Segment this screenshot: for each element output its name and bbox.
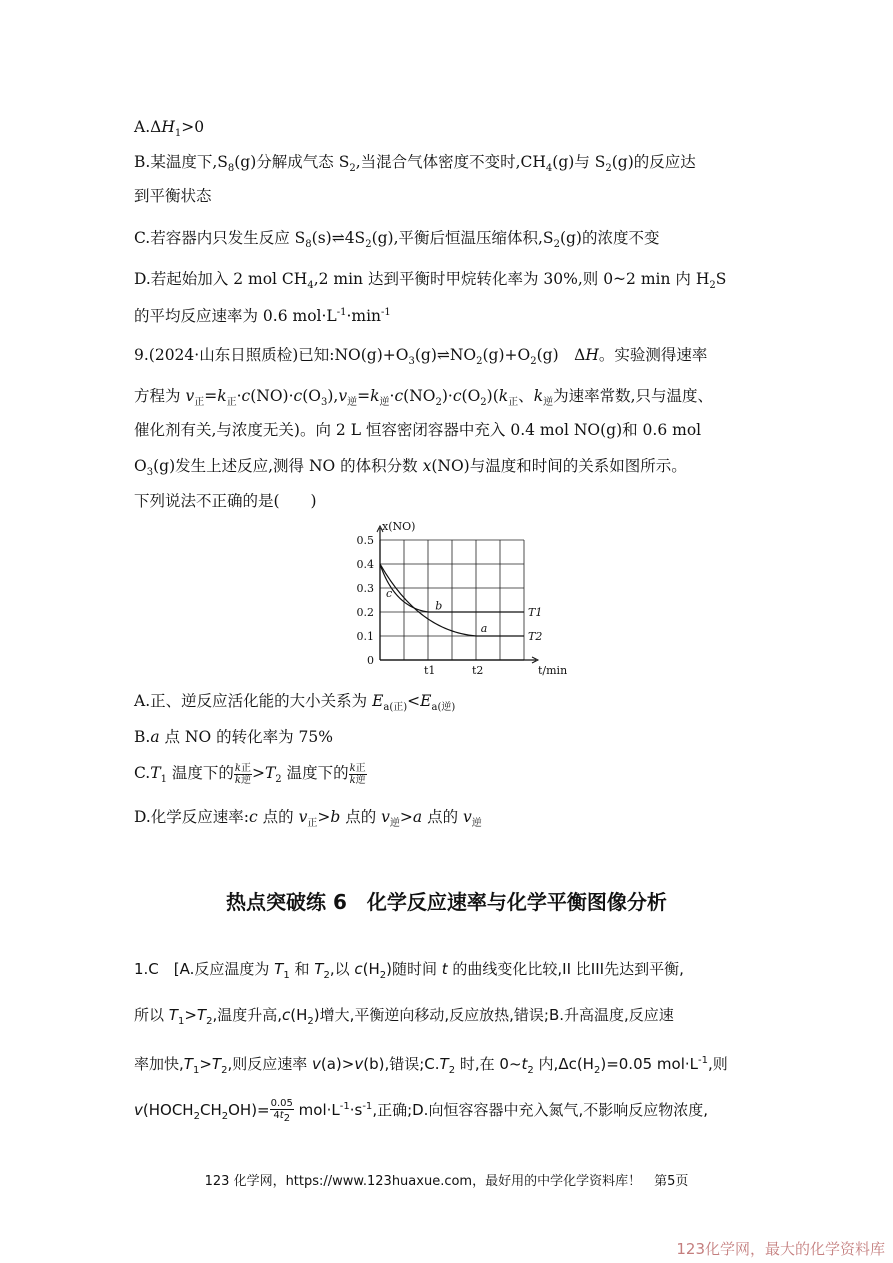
y-tick-label: 0.5	[356, 534, 374, 547]
chart-labels	[357, 520, 568, 677]
point-label-b: b	[435, 599, 443, 613]
option-9c: $C.T_1$ 温度下的 $\frac{\text{k正}}{\text{k逆}}$ $>T_2$ 温度下的 $\frac{\text{k正}}{\text{k逆}}$	[134, 762, 366, 786]
y-tick-label: 0.2	[356, 606, 374, 619]
option-9b: B.a 点 NO 的转化率为 75%	[134, 728, 334, 746]
y-tick-label: 0.3	[356, 582, 374, 595]
option-8c: C.若容器内只发生反应 $S_8(s)\rightleftharpoons 4S_2(g)$,平衡后恒温压缩体积$,S_2(g)$的浓度不变	[134, 229, 660, 251]
x-axis-label: t/min	[538, 664, 568, 677]
q9-stem-line2: 方程为 $v_正=k_正\cdot c(NO)\cdot c(O_3),v_逆=k_逆\cdot c(NO_2)\cdot c(O_2)(k_正$、$k_逆$为速率常数,只与温度、	[134, 387, 714, 409]
q9-stem-line4: $O_3(g)$发生上述反应,测得 NO 的体积分数 x(NO)与温度和时间的关系如图所示。	[134, 457, 687, 479]
q9-stem-line1: 9.(2024·山东日照质检)已知$:NO(g)+O_3(g)\rightleftharpoons NO_2(g)+O_2(g)$ ΔH。实验测得速率	[134, 346, 708, 368]
nox-time-chart	[336, 520, 568, 678]
watermark: 123化学网，最大的化学资料库	[676, 1240, 885, 1258]
option-8b-line1: B.某温度下$,S_8(g)$分解成气态 $S_2$,当混合气体密度不变时$,CH_4(g)$与 $S_2(g)$的反应达	[134, 153, 696, 175]
q9-stem-line3: 催化剂有关,与浓度无关)。向 2 L 恒容密闭容器中充入 0.4 mol NO(g)和 0.6 mol	[134, 421, 702, 439]
point-label-a: a	[480, 622, 488, 635]
x-tick-label: t2	[472, 664, 484, 677]
option-9a: A.正、逆反应活化能的大小关系为 $E_{a(正)}<E_{a(逆)}$	[134, 692, 456, 714]
answer-line3: 率加快$,T_1>T_2$,则反应速率 v(a)>v(b),错误$;C.T_2$ 时,在 $0\sim t_2$ 内$,\Delta c(H_2)=0.05$ $mol\cdot L^{-1}$,则	[134, 1055, 728, 1076]
y-tick-label: 0.4	[356, 558, 374, 571]
page-footer: 123 化学网，https://www.123huaxue.com，最好用的中学化学资料库！ 第5页	[204, 1174, 689, 1189]
y-axis-label: x(NO)	[382, 520, 416, 533]
x-tick-label: t1	[424, 664, 436, 677]
section-title: 热点突破练 6 化学反应速率与化学平衡图像分析	[226, 890, 667, 914]
answer-line1: 1.C [A.反应温度为 $T_1$ 和 $T_2$,以 $c(H_2)$随时间 t 的曲线变化比较,II 比III先达到平衡,	[134, 960, 684, 981]
q9-stem-line5: 下列说法不正确的是( )	[134, 492, 317, 510]
option-9d: D.化学反应速率:c 点的 $v_正>b$ 点的 $v_逆>a$ 点的 $v_逆$	[134, 808, 482, 830]
y-tick-label: 0.1	[356, 630, 374, 643]
series-label-T2: T2	[528, 630, 543, 643]
point-label-c: c	[386, 587, 393, 601]
option-8d-line2: 的平均反应速率为 0.6 $mol\cdot L^{-1}\cdot\min^{-1}$	[134, 307, 391, 326]
y-tick-label: 0	[367, 654, 374, 667]
option-8d-line1: D.若起始加入 2 mol $CH_4,2$ min 达到平衡时甲烷转化率为 30%,则 0~2 min 内 $H_2S$	[134, 270, 727, 292]
option-8a: $A.\Delta H_1>0$	[134, 118, 205, 140]
option-8b-line2: 到平衡状态	[134, 187, 212, 205]
answer-line4: $v(HOCH_2CH_2OH)=$ $\frac{0.05}{4t_2}$ $mol\cdot L^{-1}\cdot s^{-1}$,正确;D.向恒容容器中充入氮气,不影响反应物浓度,	[134, 1097, 708, 1124]
answer-line2: 所以 $T_1>T_2$,温度升高$,c(H_2)$增大,平衡逆向移动,反应放热,错误;B.升高温度,反应速	[134, 1006, 674, 1027]
series-label-T1: T1	[528, 606, 543, 619]
